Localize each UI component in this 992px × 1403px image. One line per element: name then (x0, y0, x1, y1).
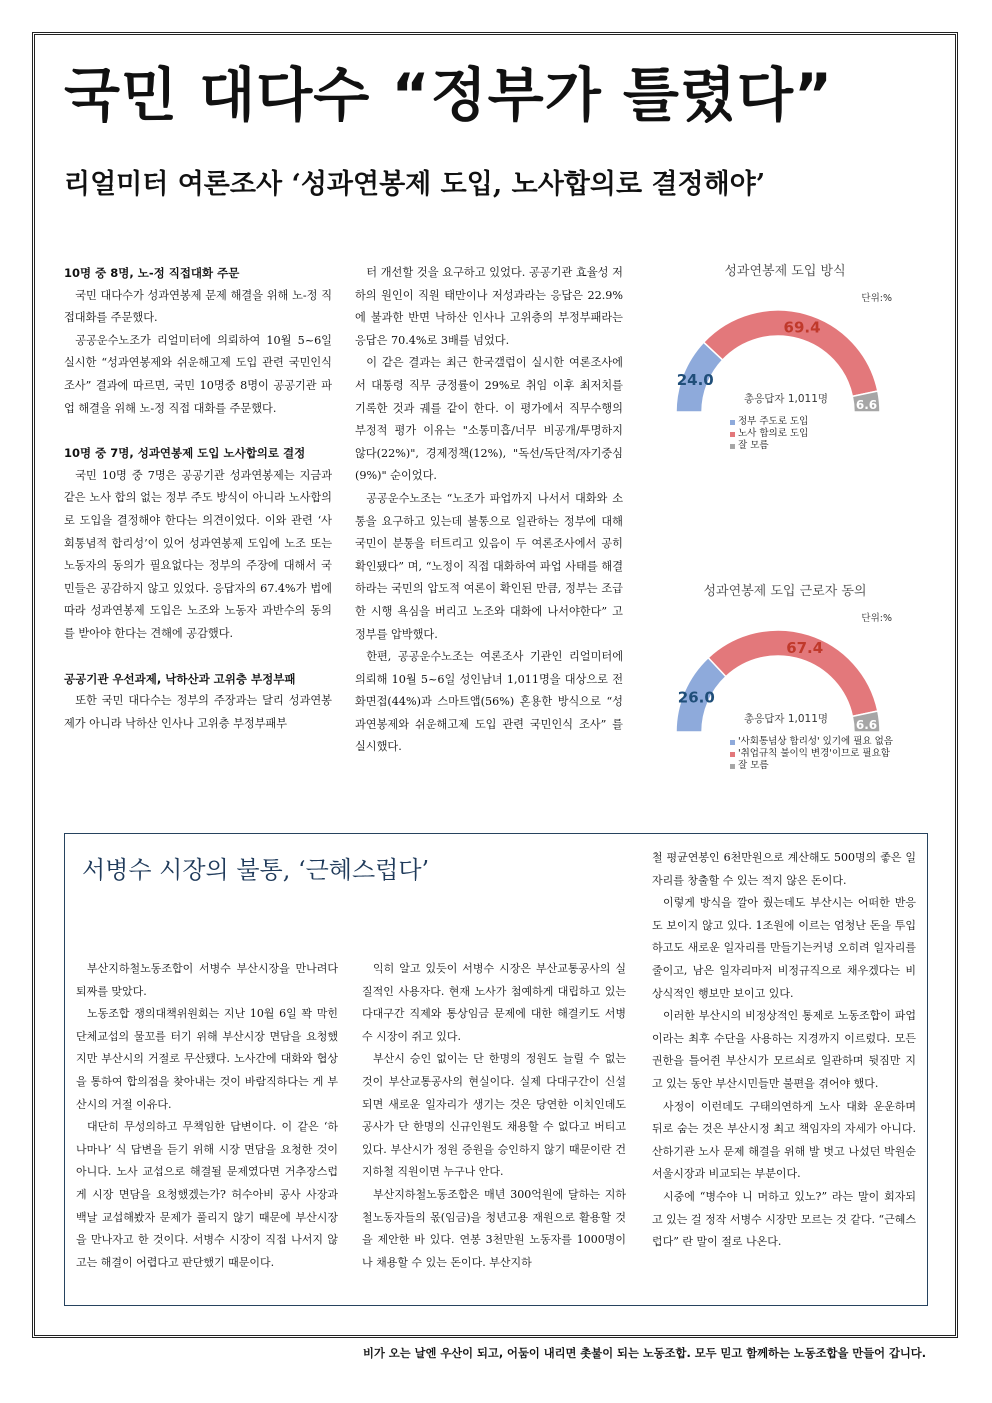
chart-center-label: 총응답자 1,011명 (743, 393, 829, 405)
slice-value-label: 24.0 (676, 371, 714, 390)
paragraph: 부산시 승인 없이는 단 한명의 정원도 늘릴 수 없는 것이 부산교통공사의 현실이다. 실제 다대구간이 신설되면 새로운 일자리가 생기는 것은 당연한 이치인데도 공사가 단 한명의 신규인원도 채용할 수 없다고 버티고 있다. 부산시가 정원 증원을 승인하지 않기 때문이란 건 지하철 직원이면 누구나 안다. (362, 1052, 626, 1179)
legend-label: 잘 모름 (738, 760, 769, 771)
legend-label: 잘 모름 (738, 440, 769, 451)
paragraph: 국민 대다수가 성과연봉제 문제 해결을 위해 노-정 직접대화를 주문했다. (64, 288, 332, 325)
paragraph: 대단히 무성의하고 무책임한 답변이다. 이 같은 ‘하나마나’ 식 답변을 듣기 위해 시장 면담을 요청한 것이 아니다. 노사 교섭으로 해결될 문제였다면 거추장스럽게 시장 면담을 요청했겠는가? 허수아비 공사 사장과 백날 교섭해봤자 문제가 풀리지 않기 때문에 부산시장을 만나자고 한 것이다. 서병수 시장이 직접 나서지 않고는 해결이 어렵다고 판단했기 때문이다. (76, 1120, 338, 1269)
chart-legend (730, 736, 893, 772)
article-column-2 (355, 262, 623, 759)
paragraph: 이러한 부산시의 비정상적인 통제로 노동조합이 파업이라는 최후 수단을 사용하는 지경까지 이르렀다. 모든 권한을 틀어쥔 부산시가 모르쇠로 일관하며 뒷짐만 지고 있는 동안 부산시민들만 불편을 겪어야 했다. (652, 1009, 916, 1090)
chart-title: 성과연봉제 도입 방식 (724, 264, 846, 279)
slice-value-label: 67.4 (786, 639, 824, 658)
paragraph: 익히 알고 있듯이 서병수 시장은 부산교통공사의 실질적인 사용자다. 현재 노사가 첨예하게 대립하고 있는 다대구간 직제와 통상임금 문제에 대한 해결키도 서병수 시장이 쥐고 있다. (362, 962, 626, 1043)
chart-adoption-method (650, 260, 920, 500)
chart-worker-consent (650, 580, 920, 820)
footer-slogan: 비가 오는 날엔 우산이 되고, 어둠이 내리면 촛불이 되는 노동조합. 모두 믿고 함께하는 노동조합을 만들어 갑니다. (363, 1347, 926, 1360)
paragraph: 국민 10명 중 7명은 공공기관 성과연봉제는 지금과 같은 노사 합의 없는 정부 주도 방식이 아니라 노사합의로 도입을 결정해야 한다는 의견이었다. 이와 관련 ‘사회통념적 합리성’이 있어 성과연봉제 도입에 노조 또는 노동자의 동의가 필요없다는 정부의 주장에 대해서 국민들은 공감하지 않고 있었다. 응답자의 67.4%가 법에 따라 성과연봉제 도입은 노조와 노동자 과반수의 동의를 받아야 한다는 견해에 공감했다. (64, 468, 332, 640)
article-column-1 (64, 262, 332, 735)
editorial-column-2 (362, 958, 626, 1274)
paragraph: 사정이 이런데도 구태의연하게 노사 대화 운운하며 뒤로 숨는 것은 부산시정 최고 책임자의 자세가 아니다. 산하기관 노사 문제 해결을 위해 발 벗고 나섰던 박원순 서울시장과 비교되는 부분이다. (652, 1099, 916, 1181)
chart-title: 성과연봉제 도입 근로자 동의 (703, 584, 867, 599)
paragraph: 철 평균연봉인 6천만원으로 계산해도 500명의 좋은 일자리를 창출할 수 있는 적지 않은 돈이다. (652, 851, 916, 887)
legend-item (730, 760, 893, 772)
legend-swatch (730, 432, 735, 437)
editorial-column-3 (652, 847, 916, 1254)
section-heading: 10명 중 7명, 성과연봉제 도입 노사합의로 결정 (64, 446, 306, 461)
legend-label: '사회통념상 합리성' 있기에 필요 없음 (738, 736, 893, 747)
legend-label: 정부 주도로 도입 (738, 416, 809, 427)
subheadline: 리얼미터 여론조사 ‘성과연봉제 도입, 노사합의로 결정해야’ (64, 169, 766, 200)
slice-value-label: 6.6 (855, 717, 878, 732)
chart-unit: 단위:% (861, 613, 892, 624)
paragraph: 이 같은 결과는 최근 한국갤럽이 실시한 여론조사에서 대통령 직무 긍정률이 29%로 취임 이후 최저치를 기록한 것과 궤를 같이 한다. 이 평가에서 직무수행의 부정적 평가 이유는 "소통미흡/너무 비공개/투명하지 않다(22%)", 경제정책(12%), "독선/독단적/자기중심(9%)" 순이었다. (355, 356, 623, 483)
legend-swatch (730, 740, 735, 745)
slice-value-label: 26.0 (677, 688, 715, 707)
paragraph: 한편, 공공운수노조는 여론조사 기관인 리얼미터에 의뢰해 10월 5~6일 성인남녀 1,011명을 대상으로 전화면접(44%)과 스마트앱(56%) 혼용한 방식으로 “성과연봉제와 쉬운해고제 도입 관련 국민인식 조사” 를 실시했다. (355, 650, 623, 754)
slice-value-label: 69.4 (783, 318, 821, 337)
legend-item (730, 748, 893, 760)
paragraph: 공공운수노조는 “노조가 파업까지 나서서 대화와 소통을 요구하고 있는데 불통으로 일관하는 정부에 대해 국민이 분통을 터트리고 있음이 두 여론조사에서 공히 확인됐다” 며, “노정이 직접 대화하여 파업 사태를 해결하라는 국민의 압도적 여론이 확인된 만큼, 정부는 조급한 시행 욕심을 버리고 노조와 대화에 나서야한다” 고 정부를 압박했다. (355, 491, 623, 641)
paragraph: 시중에 “병수야 니 머하고 있노?” 라는 말이 회자되고 있는 걸 정작 서병수 시장만 모르는 것 같다. “근혜스럽다” 란 말이 절로 나온다. (652, 1189, 916, 1249)
paragraph-gap (64, 646, 332, 668)
chart-center-label: 총응답자 1,011명 (743, 713, 829, 725)
editorial-column-1 (76, 958, 338, 1274)
legend-swatch (730, 420, 735, 425)
legend-label: '취업규칙 불이익 변경'이므로 필요함 (738, 748, 890, 759)
legend-swatch (730, 764, 735, 769)
paragraph: 터 개선할 것을 요구하고 있었다. 공공기관 효율성 저하의 원인이 직원 태만이나 저성과라는 응답은 22.9%에 불과한 반면 낙하산 인사나 고위층의 부정부패라는 응답은 70.4%로 3배를 넘었다. (355, 266, 623, 347)
legend-item (730, 736, 893, 748)
legend-label: 노사 합의로 도입 (738, 428, 809, 439)
paragraph: 공공운수노조가 리얼미터에 의뢰하여 10월 5~6일 실시한 “성과연봉제와 쉬운해고제 도입 관련 국민인식 조사” 결과에 따르면, 국민 10명중 8명이 공공기관 파업 해결을 위해 노-정 직접 대화를 주문했다. (64, 333, 332, 415)
paragraph: 이렇게 방식을 깔아 줬는데도 부산시는 어떠한 반응도 보이지 않고 있다. 1조원에 이르는 엄청난 돈을 투입하고도 새로운 일자리를 만들기는커녕 오히려 일자리를 줄이고, 남은 일자리마저 비정규직으로 채우겠다는 비상식적인 행보만 보이고 있다. (652, 896, 916, 1000)
slice-value-label: 6.6 (855, 397, 878, 412)
section-heading: 공공기관 우선과제, 낙하산과 고위층 부정부패 (64, 671, 296, 686)
editorial-title: 서병수 시장의 불통, ‘근혜스럽다’ (82, 856, 430, 884)
chart-unit: 단위:% (861, 293, 892, 304)
legend-item (730, 428, 808, 440)
headline: 국민 대다수 “정부가 틀렸다” (64, 61, 834, 129)
legend-swatch (730, 444, 735, 449)
paragraph-gap (64, 420, 332, 442)
paragraph: 부산지하철노동조합은 매년 300억원에 달하는 지하철노동자들의 몫(임금)을 청년고용 재원으로 활용할 것을 제안한 바 있다. 연봉 3천만원 노동자를 1000명이나 채용할 수 있는 돈이다. 부산지하 (362, 1187, 626, 1269)
section-heading: 10명 중 8명, 노-정 직접대화 주문 (64, 266, 240, 280)
legend-item (730, 440, 808, 452)
paragraph: 부산지하철노동조합이 서병수 부산시장을 만나려다 퇴짜를 맞았다. (76, 962, 338, 998)
paragraph: 노동조합 쟁의대책위원회는 지난 10월 6일 꽉 막힌 단체교섭의 물꼬를 터기 위해 부산시장 면담을 요청했지만 부산시의 거절로 무산됐다. 노사간에 대화와 협상을 통하여 합의점을 찾아내는 것이 바람직하다는 게 부산시의 거절 이유다. (76, 1007, 338, 1111)
legend-swatch (730, 752, 735, 757)
chart-legend (730, 416, 808, 452)
legend-item (730, 416, 808, 428)
paragraph: 또한 국민 대다수는 정부의 주장과는 달리 성과연봉제가 아니라 낙하산 인사나 고위층 부정부패부 (64, 694, 332, 730)
